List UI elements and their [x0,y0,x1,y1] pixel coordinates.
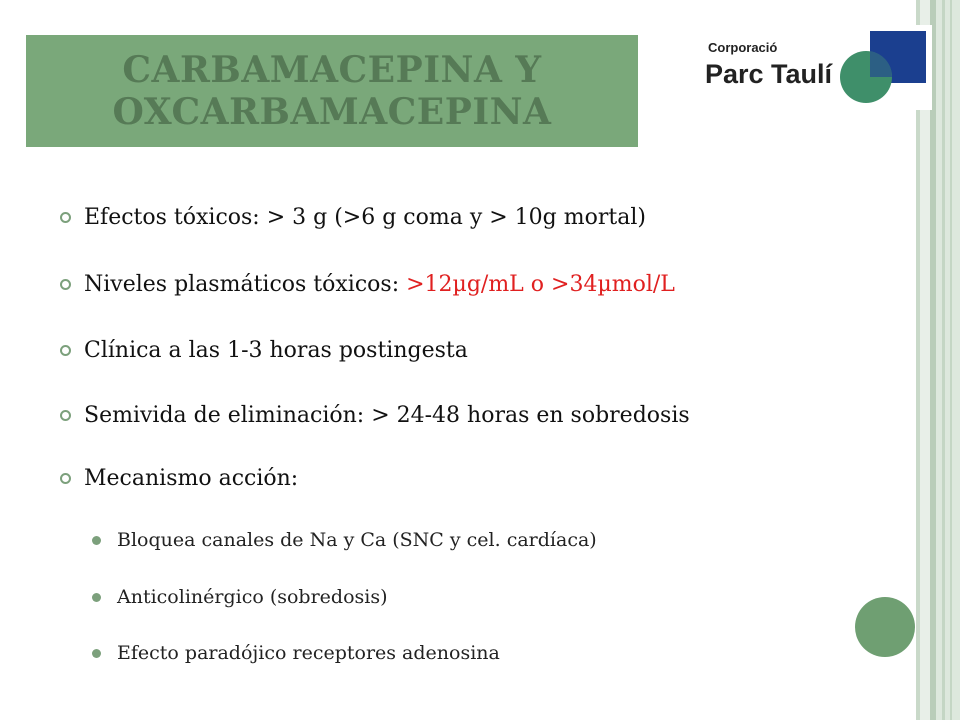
bullet-item [60,338,468,363]
sub-bullet-text: Efecto paradójico receptores adenosina [117,642,500,664]
bullet-ring-icon [60,212,71,223]
bullet-ring-icon [60,410,71,421]
title-banner [26,35,638,147]
bullet-text: Mecanismo acción: [84,466,299,491]
sub-bullet-item [92,642,500,664]
bullet-ring-icon [60,345,71,356]
bullet-item [60,403,690,428]
bullet-dot-icon [92,649,101,658]
bullet-dot-icon [92,593,101,602]
decorative-circle [855,597,915,657]
bullet-text: Semivida de eliminación: > 24-48 horas en sobredosis [84,403,690,428]
corporate-logo [690,25,932,110]
sub-bullet-item [92,586,388,608]
side-stripe [942,0,945,720]
logo-mark-icon [840,27,930,107]
sub-bullet-item [92,529,597,551]
slide-title: CARBAMACEPINA Y OXCARBAMACEPINA [112,49,552,133]
bullet-text-highlight: >12µg/mL o >34µmol/L [406,272,675,297]
sub-bullet-text: Anticolinérgico (sobredosis) [117,586,388,608]
sub-bullet-text: Bloquea canales de Na y Ca (SNC y cel. cardíaca) [117,529,597,551]
bullet-item [60,272,675,297]
bullet-item [60,466,298,491]
logo-line-1: Corporació [708,40,778,55]
bullet-text [84,272,675,297]
bullet-text: Clínica a las 1-3 horas postingesta [84,338,468,363]
bullet-ring-icon [60,279,71,290]
bullet-ring-icon [60,473,71,484]
bullet-text-main: Niveles plasmáticos tóxicos: [84,272,407,297]
side-stripe [950,0,952,720]
bullet-text: Efectos tóxicos: > 3 g (>6 g coma y > 10g mortal) [84,205,646,230]
bullet-dot-icon [92,536,101,545]
logo-line-2: Parc Taulí [705,59,833,89]
side-stripe [936,0,960,720]
bullet-item [60,205,646,230]
